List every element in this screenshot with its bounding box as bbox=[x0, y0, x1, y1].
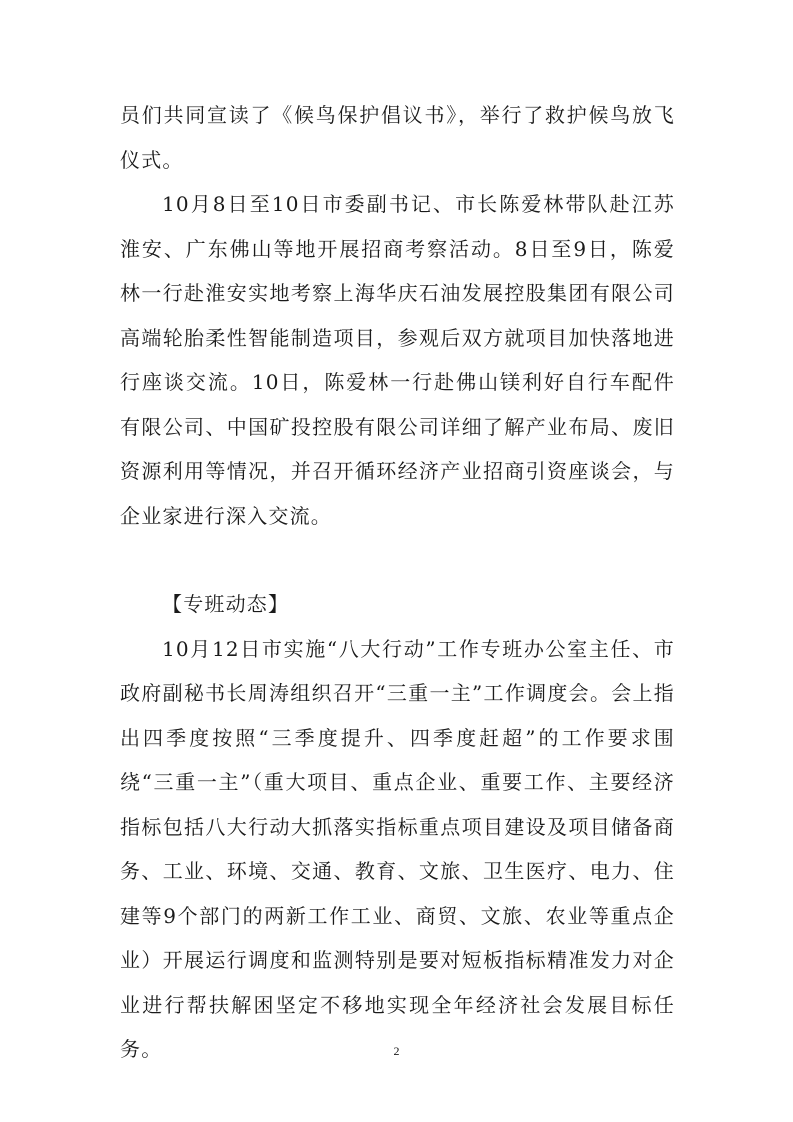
document-body bbox=[120, 93, 675, 1072]
page-number: 2 bbox=[393, 1044, 400, 1058]
section-heading: 【专班动态】 bbox=[162, 592, 290, 616]
paragraph-continuation: 员们共同宣读了《候鸟保护倡议书》，举行了救护候鸟放飞仪式。 bbox=[120, 103, 675, 172]
paragraph-investment-trip: 10月8日至10日市委副书记、市长陈爱林带队赴江苏淮安、广东佛山等地开展招商考察活动。8日至9日，陈爱林一行赴淮安实地考察上海华庆石油发展控股集团有限公司高端轮胎柔性智能制造项目，参观后双方就项目加快落地进行座谈交流。10日，陈爱林一行赴佛山镁利好自行车配件有限公司、中国矿投控股有限公司详细了解产业布局、废旧资源利用等情况，并召开循环经济产业招商引资座谈会，与企业家进行深入交流。 bbox=[120, 192, 675, 528]
paragraph-spacer bbox=[120, 538, 675, 582]
paragraph-task-force-meeting: 10月12日市实施“八大行动”工作专班办公室主任、市政府副秘书长周涛组织召开“三重一主”工作调度会。会上指出四季度按照“三季度提升、四季度赶超”的工作要求围绕“三重一主”（重大项目、重点企业、重要工作、主要经济指标包括八大行动大抓落实指标重点项目建设及项目储备商务、工业、环境、交通、教育、文旅、卫生医疗、电力、住建等9个部门的两新工作工业、商贸、文旅、农业等重点企业）开展运行调度和监测特别是要对短板指标精准发力对企业进行帮扶解困坚定不移地实现全年经济社会发展目标任务。 bbox=[120, 636, 675, 1061]
